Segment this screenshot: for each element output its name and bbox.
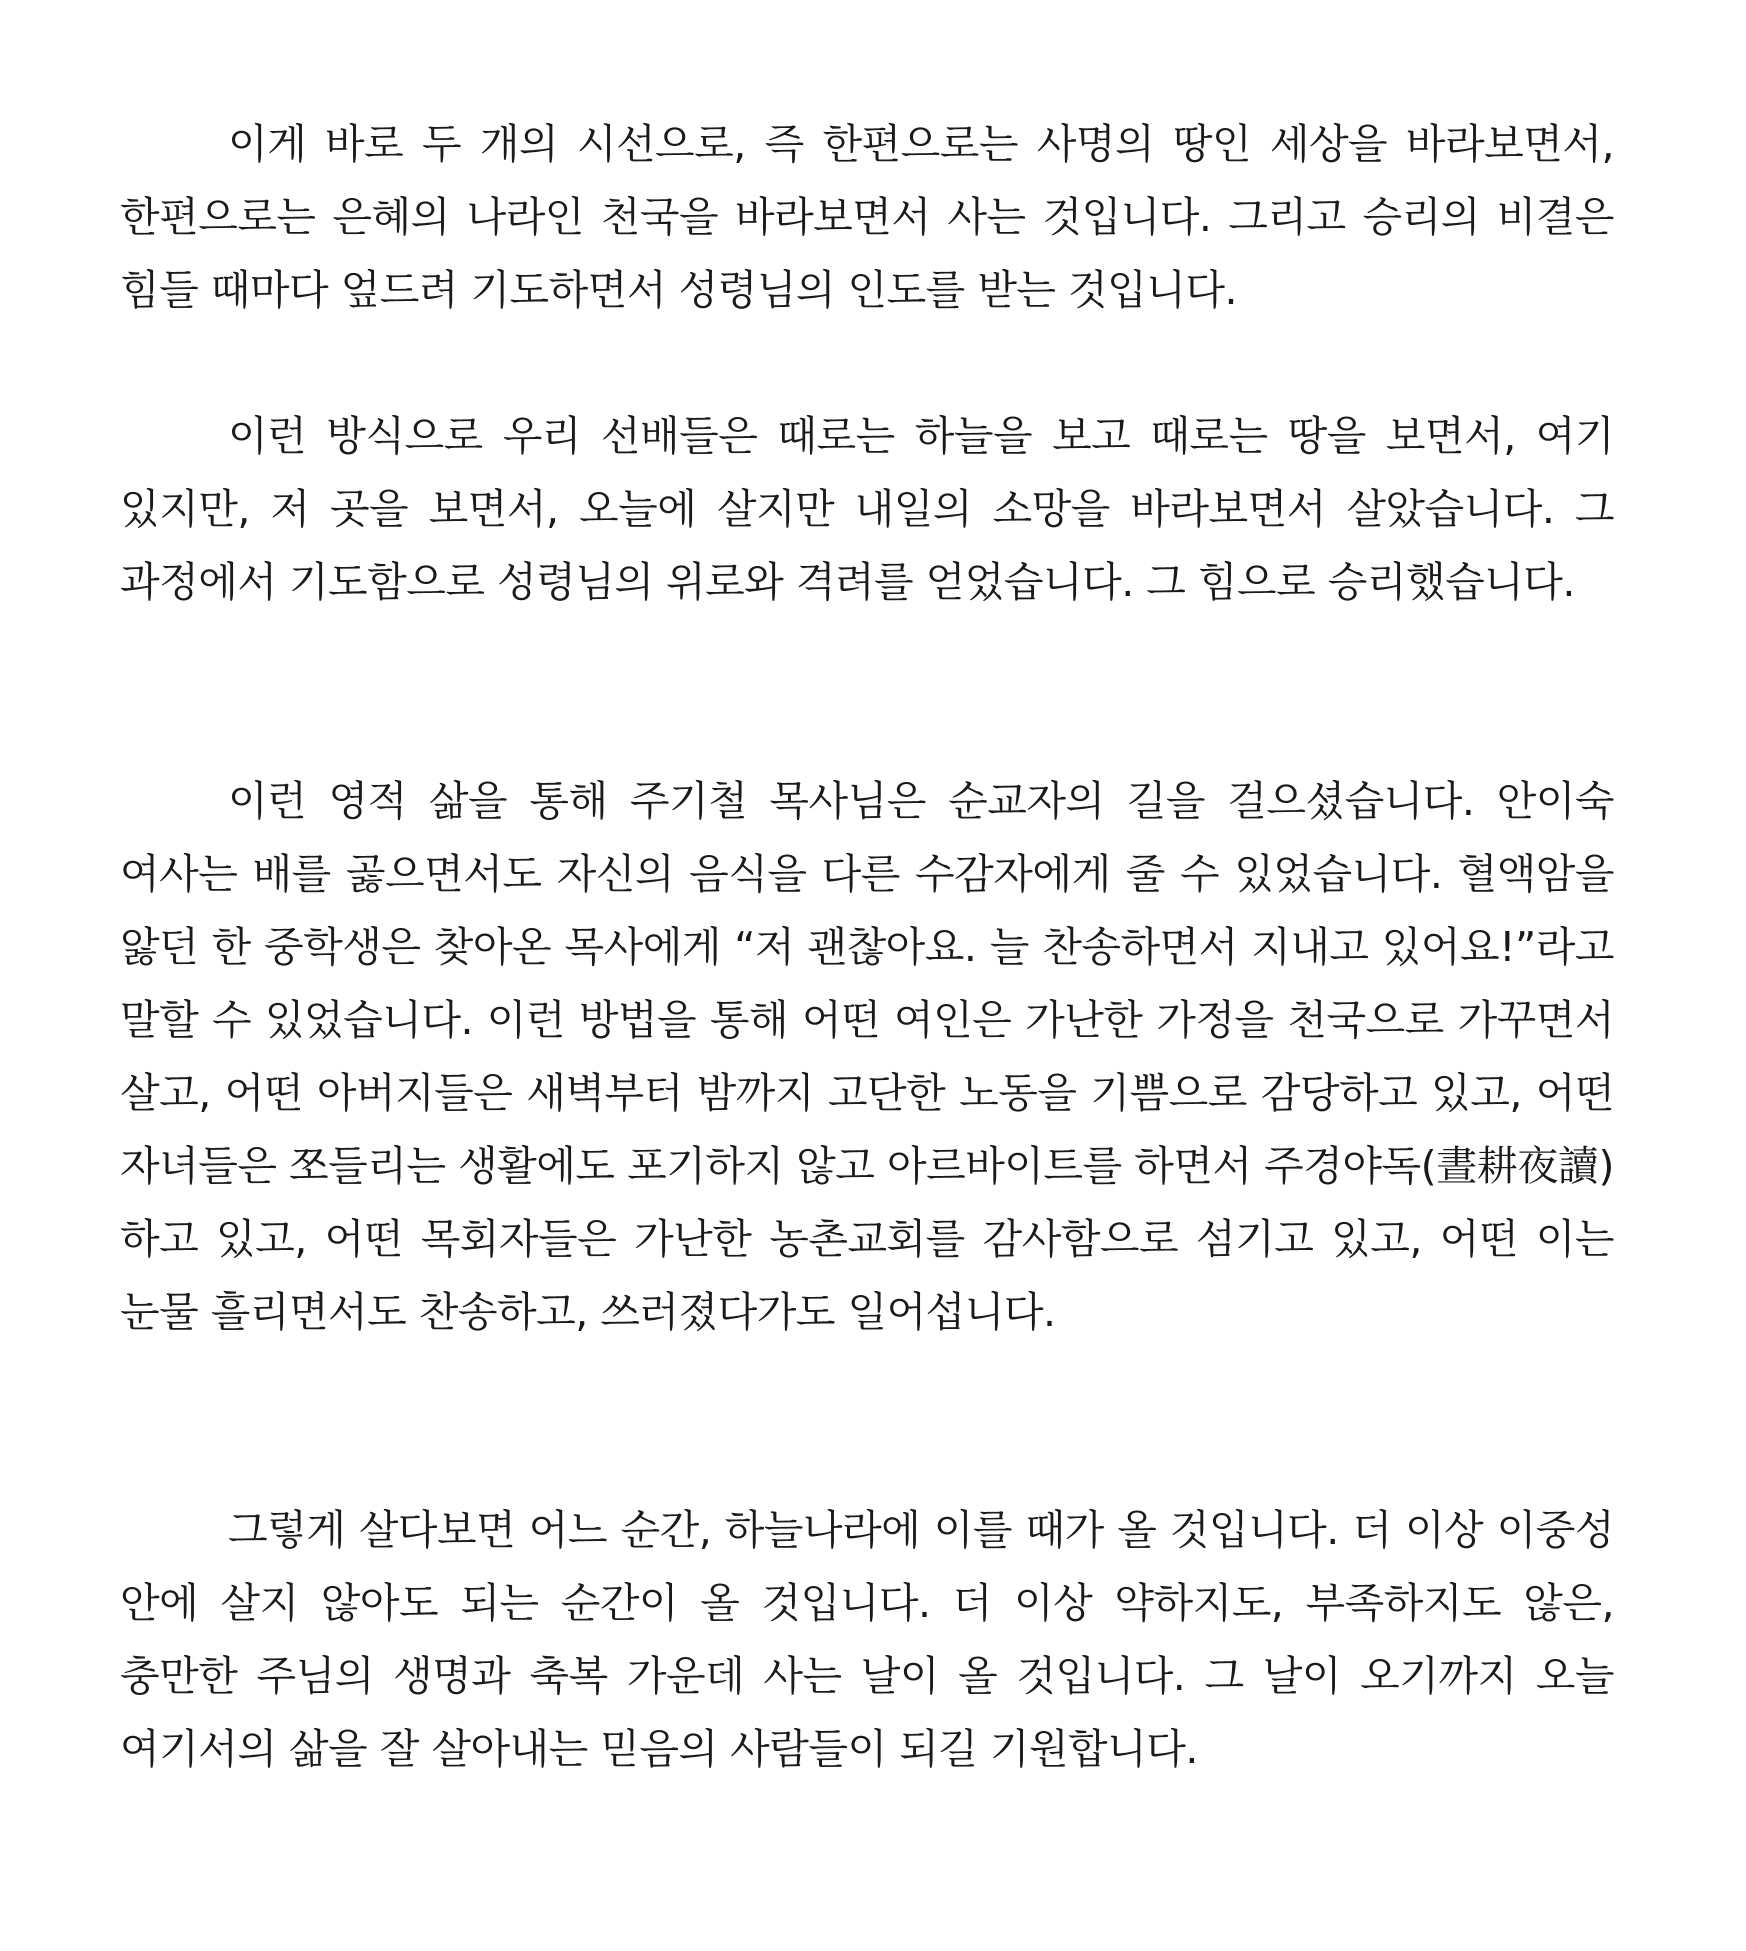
paragraph-2: 이런 방식으로 우리 선배들은 때로는 하늘을 보고 때로는 땅을 보면서, 여기 있지만, 저 곳을 보면서, 오늘에 살지만 내일의 소망을 바라보면서 살았습니다. 그 과정에서 기도함으로 성령님의 위로와 격려를 얻었습니다. 그 힘으로 승리했습니다. (120, 412, 1614, 606)
paragraph-3: 이런 영적 삶을 통해 주기철 목사님은 순교자의 길을 걸으셨습니다. 안이숙 여사는 배를 곯으면서도 자신의 음식을 다른 수감자에게 줄 수 있었습니다. 혈액암을 앓던 한 중학생은 찾아온 목사에게 “저 괜찮아요. 늘 찬송하면서 지내고 있어요!”라고 말할 수 있었습니다. 이런 방법을 통해 어떤 여인은 가난한 가정을 천국으로 가꾸면서 살고, 어떤 아버지들은 새벽부터 밤까지 고단한 노동을 기쁨으로 감당하고 있고, 어떤 자녀들은 쪼들리는 생활에도 포기하지 않고 아르바이트를 하면서 주경야독(晝耕夜讀)하고 있고, 어떤 목회자들은 가난한 농촌교회를 감사함으로 섬기고 있고, 어떤 이는 눈물 흘리면서도 찬송하고, 쓰러졌다가도 일어섭니다. (120, 777, 1614, 1336)
paragraph-4: 그렇게 살다보면 어느 순간, 하늘나라에 이를 때가 올 것입니다. 더 이상 이중성 안에 살지 않아도 되는 순간이 올 것입니다. 더 이상 약하지도, 부족하지도 않은, 충만한 주님의 생명과 축복 가운데 사는 날이 올 것입니다. 그 날이 오기까지 오늘 여기서의 삶을 잘 살아내는 믿음의 사람들이 되길 기원합니다. (120, 1506, 1614, 1773)
paragraph-1: 이게 바로 두 개의 시선으로, 즉 한편으로는 사명의 땅인 세상을 바라보면서, 한편으로는 은혜의 나라인 천국을 바라보면서 사는 것입니다. 그리고 승리의 비결은 힘들 때마다 엎드려 기도하면서 성령님의 인도를 받는 것입니다. (120, 120, 1614, 314)
